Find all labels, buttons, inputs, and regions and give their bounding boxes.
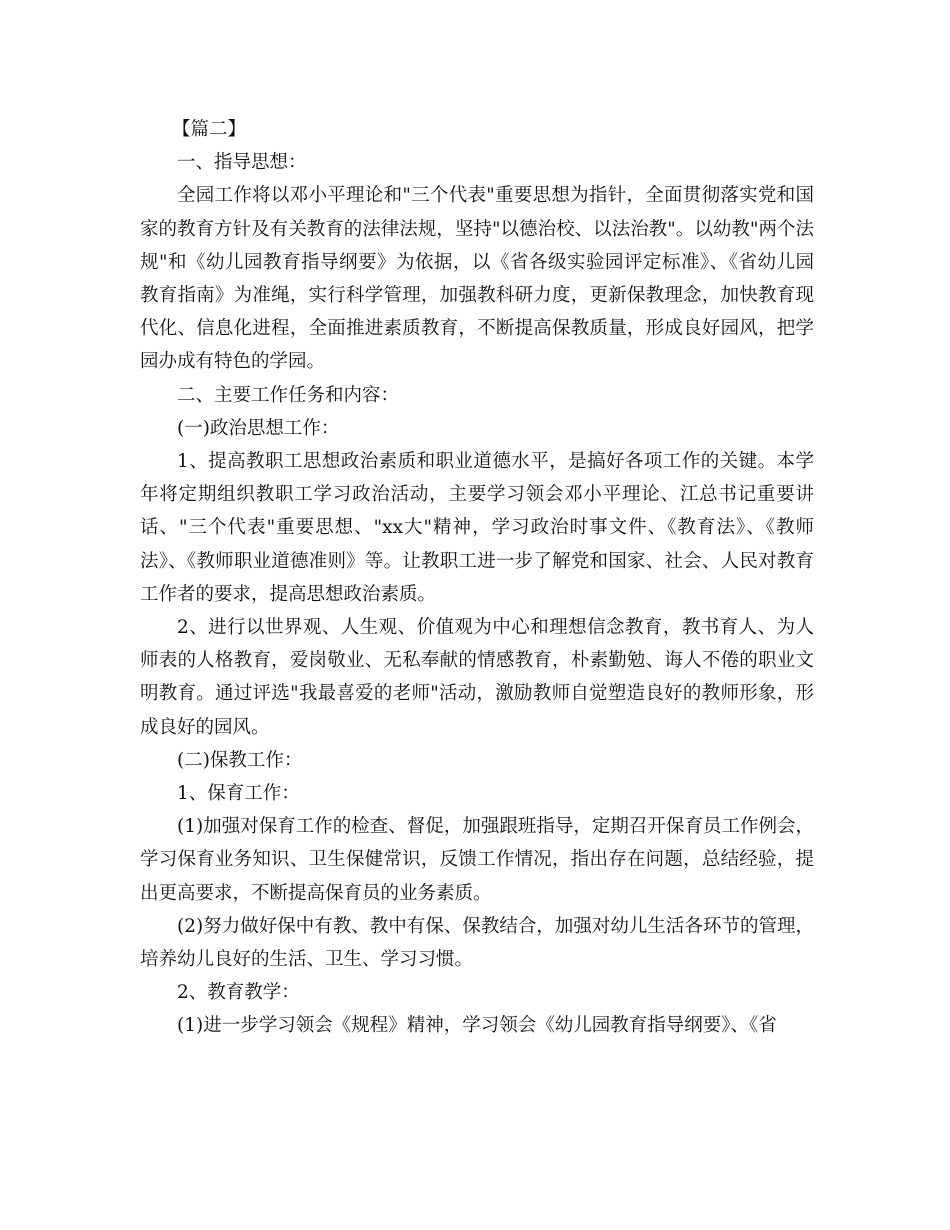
heading-political-work: (一)政治思想工作： (177, 417, 340, 439)
heading-care-education: (二)保教工作： (177, 749, 303, 771)
document-body (140, 113, 814, 1043)
section-heading: 【篇二】 (172, 119, 247, 140)
paragraph-care-2: (2)努力做好保中有教、教中有保、保教结合，加强对幼儿生活各环节的管理，培养幼儿良好的生活、卫生、学习习惯。 (140, 915, 814, 971)
heading-teaching: 2、教育教学： (177, 982, 300, 1004)
paragraph-teaching-1: (1)进一步学习领会《规程》精神，学习领会《幼儿园教育指导纲要》、《省 (177, 1015, 777, 1037)
paragraph-guiding-ideology: 全园工作将以邓小平理论和"三个代表"重要思想为指针，全面贯彻落实党和国家的教育方针及有关教育的法律法规，坚持"以德治校、以法治教"。以幼教"两个法规"和《幼儿园教育指导纲要》为依据，以《省各级实验园评定标准》、《省幼儿园教育指南》为准绳，实行科学管理，加强教科研力度，更新保教理念，加快教育现代化、信息化进程，全面推进素质教育，不断提高保教质量，形成良好园风，把学园办成有特色的学园。 (140, 185, 814, 373)
paragraph-care-1: (1)加强对保育工作的检查、督促，加强跟班指导，定期召开保育员工作例会，学习保育业务知识、卫生保健常识，反馈工作情况，指出存在问题，总结经验，提出更高要求，不断提高保育员的业务素质。 (140, 816, 814, 904)
paragraph-political-1: 1、提高教职工思想政治素质和职业道德水平，是搞好各项工作的关键。本学年将定期组织教职工学习政治活动，主要学习领会邓小平理论、江总书记重要讲话、"三个代表"重要思想、"xx大"精神，学习政治时事文件、《教育法》、《教师法》、《教师职业道德准则》等。让教职工进一步了解党和国家、社会、人民对教育工作者的要求，提高思想政治素质。 (140, 451, 814, 605)
heading-care-work: 1、保育工作： (177, 783, 300, 805)
paragraph-political-2: 2、进行以世界观、人生观、价值观为中心和理想信念教育，教书育人、为人师表的人格教育，爱岗敬业、无私奉献的情感教育，朴素勤勉、诲人不倦的职业文明教育。通过评选"我最喜爱的老师"活动，激励教师自觉塑造良好的教师形象，形成良好的园风。 (140, 617, 814, 738)
heading-main-tasks: 二、主要工作任务和内容： (177, 384, 400, 406)
heading-guiding-ideology: 一、指导思想： (177, 152, 307, 174)
